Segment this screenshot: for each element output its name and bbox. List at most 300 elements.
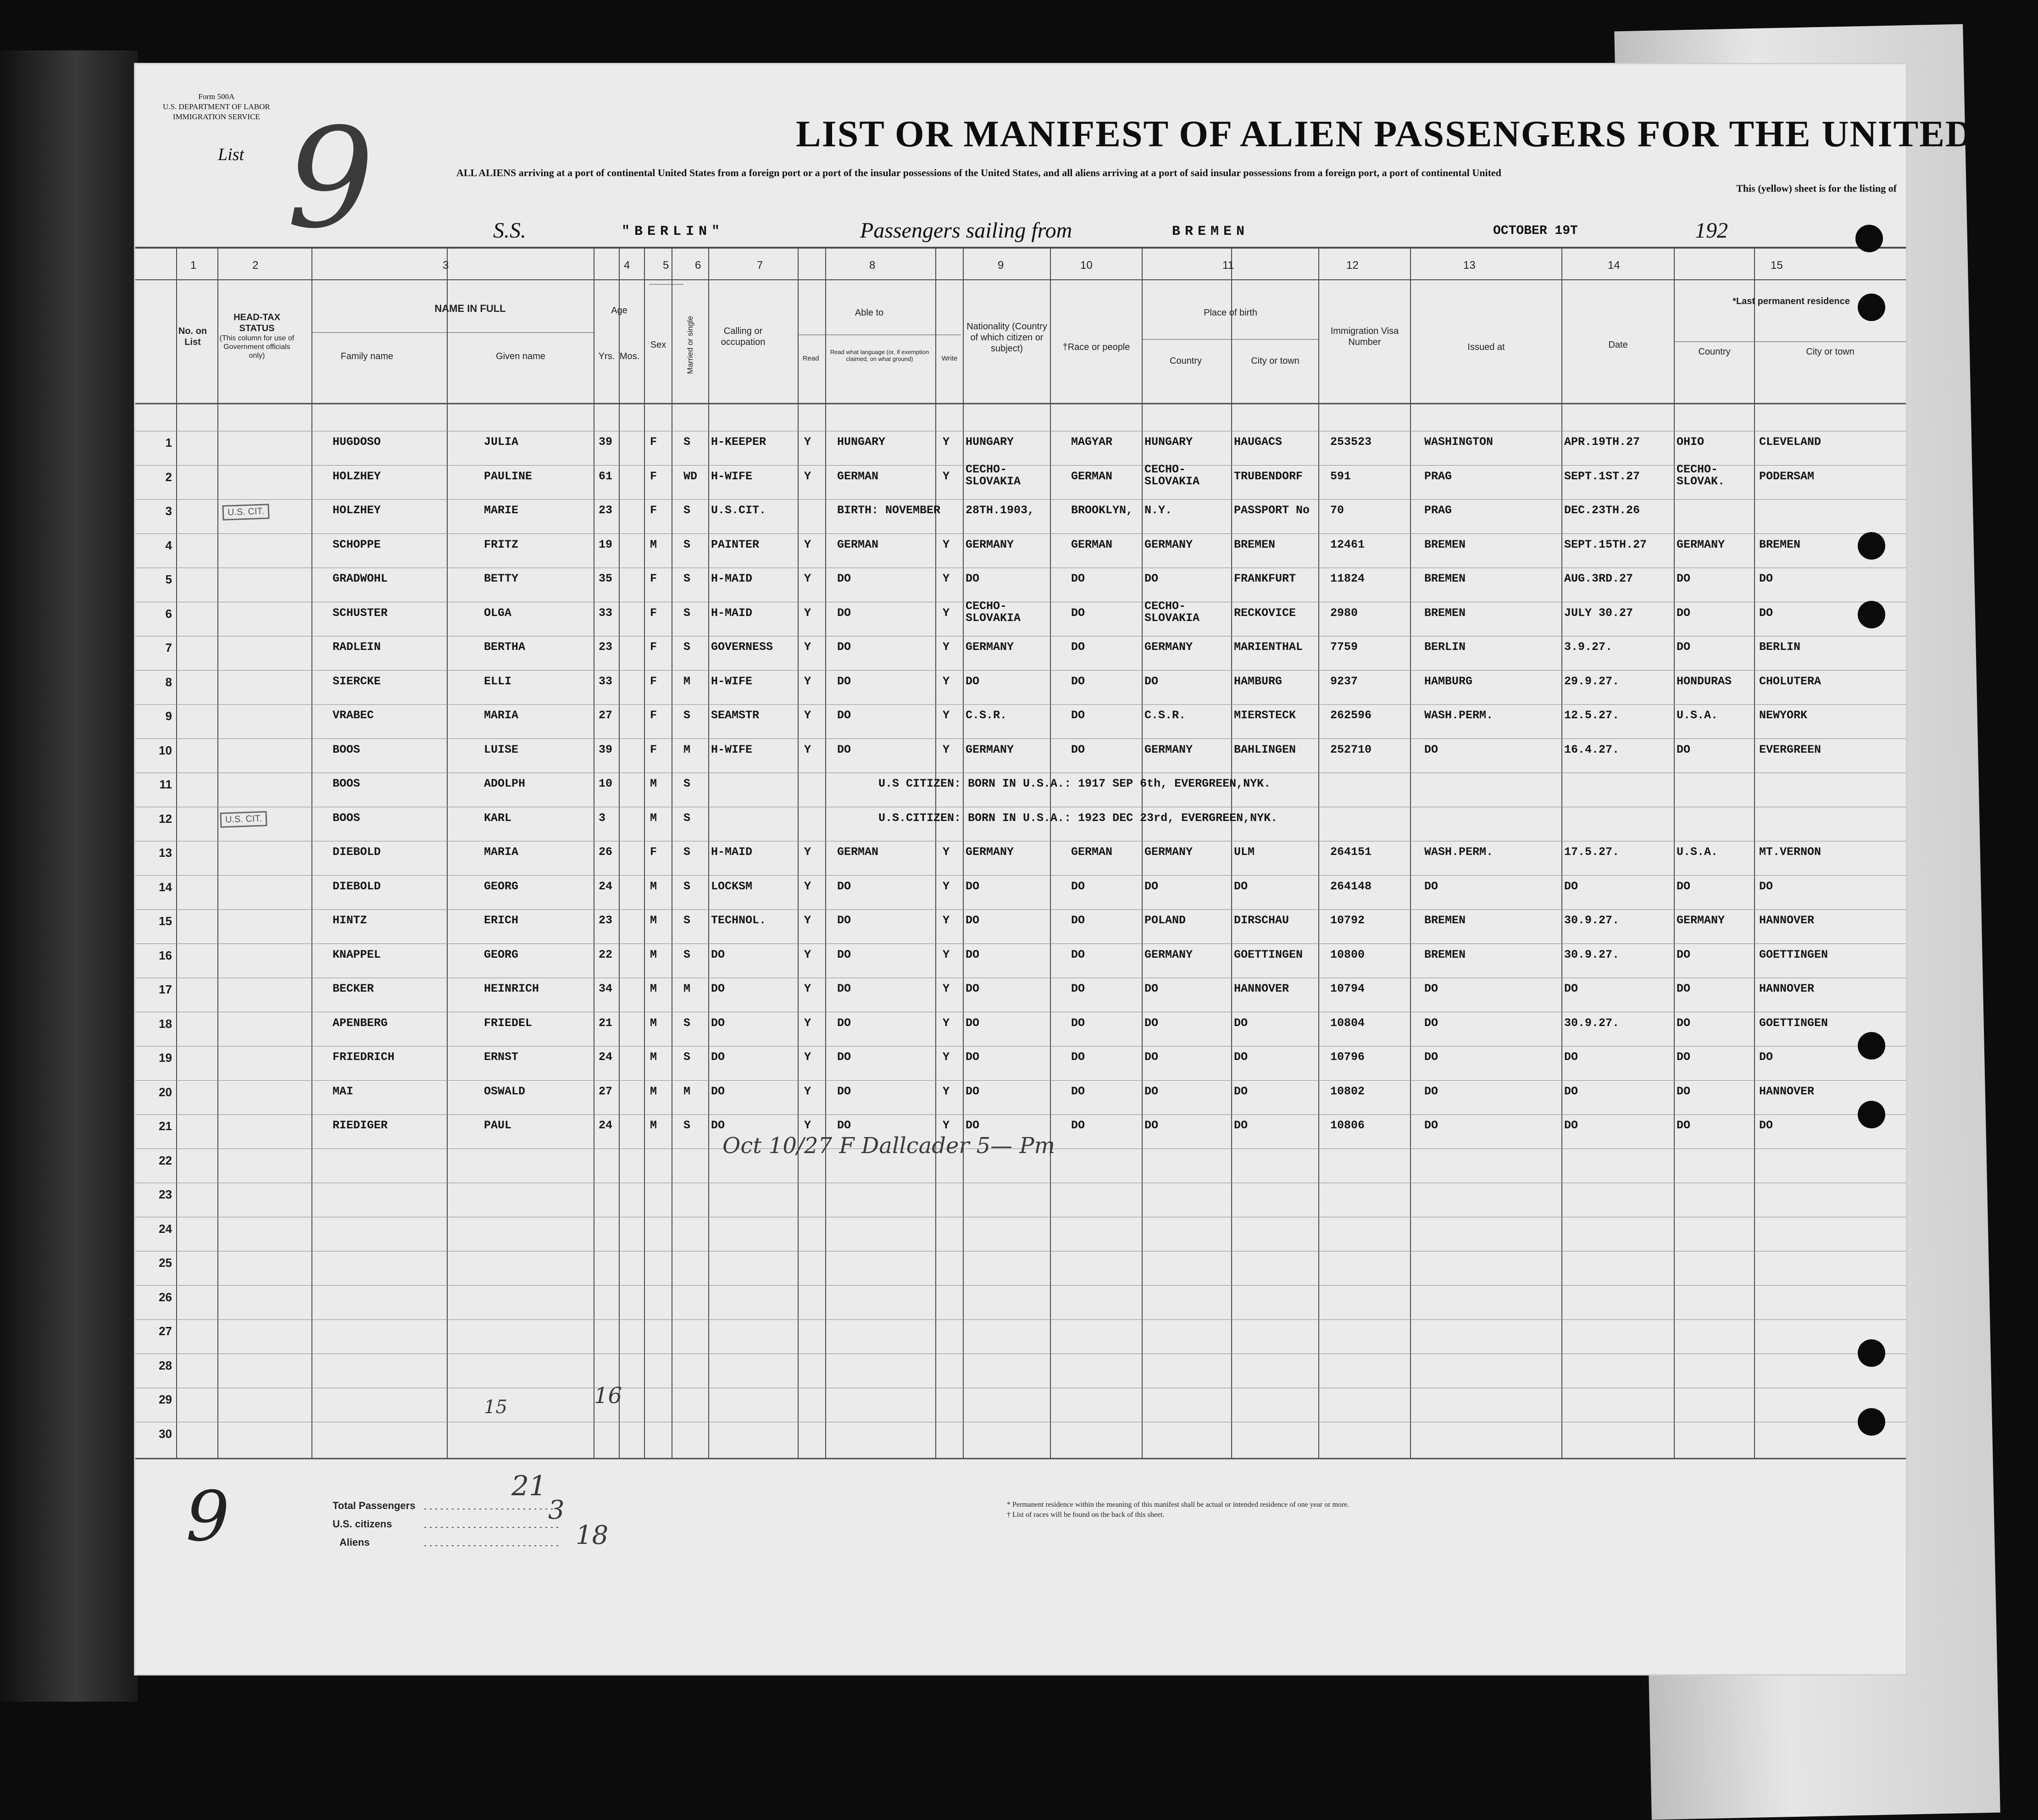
ship-name: "BERLIN" xyxy=(622,224,725,239)
cell-read: Y xyxy=(804,914,811,927)
cell-given: HEINRICH xyxy=(484,982,539,995)
cell-given: ELLI xyxy=(484,674,512,688)
cell-nat: C.S.R. xyxy=(966,709,1007,722)
cell-issued: WASHINGTON xyxy=(1424,435,1494,449)
header-race: †Race or people xyxy=(1062,342,1130,352)
colnum-10: 10 xyxy=(1080,259,1093,272)
cell-write: Y xyxy=(943,469,950,483)
cell-nat: GERMANY xyxy=(966,845,1014,859)
cell-ms: S xyxy=(683,811,691,825)
cell-bcountry: CECHO- SLOVAKIA xyxy=(1144,462,1200,488)
cell-rcity: NEWYORK xyxy=(1759,709,1808,722)
cell-bcountry: DO xyxy=(1144,982,1159,995)
cell-rcountry: U.S.A. xyxy=(1677,709,1718,722)
cell-given: OSWALD xyxy=(484,1084,526,1098)
colnum-5: 5 xyxy=(663,259,669,272)
cell-sex: F xyxy=(650,606,657,620)
header-birth-country: Country xyxy=(1169,356,1202,366)
cell-read: Y xyxy=(804,572,811,585)
cell-lang: DO xyxy=(837,572,851,585)
cell-given: BERTHA xyxy=(484,640,526,654)
cell-age: 61 xyxy=(599,469,613,483)
cell-issued: WASH.PERM. xyxy=(1424,709,1494,722)
cell-age: 24 xyxy=(599,1119,613,1132)
us-citizen-note: U.S CITIZEN: BORN IN U.S.A.: 1917 SEP 6th, EVERGREEN,NYK. xyxy=(878,777,1271,790)
cell-write: Y xyxy=(943,538,950,551)
cell-issued: BREMEN xyxy=(1424,606,1466,620)
binder-hole xyxy=(1858,1408,1885,1436)
row-number: 6 xyxy=(165,606,172,621)
cell-bcountry: GERMANY xyxy=(1144,948,1193,961)
handwritten-total: 21 xyxy=(511,1470,547,1502)
cell-read: Y xyxy=(804,1050,811,1064)
cell-occ: DO xyxy=(711,1016,725,1030)
header-visa: Immigration Visa Number xyxy=(1330,326,1399,347)
cell-sex: F xyxy=(650,709,657,722)
cell-lang: DO xyxy=(837,1119,851,1132)
cell-ms: WD xyxy=(683,469,698,483)
row-number: 9 xyxy=(165,709,172,723)
cell-rcity: BERLIN xyxy=(1759,640,1801,654)
cell-race: BROOKLYN, xyxy=(1071,504,1133,517)
cell-nat: DO xyxy=(966,879,980,893)
cell-write: Y xyxy=(943,982,950,995)
cell-given: MARIA xyxy=(484,845,519,859)
cell-bcountry: DO xyxy=(1144,879,1159,893)
cell-occ: DO xyxy=(711,1119,725,1132)
header-read-language: Read what language (or, if exemption claimed, on what ground) xyxy=(830,349,929,362)
cell-date: DO xyxy=(1564,982,1578,995)
cell-visa: 10794 xyxy=(1330,982,1365,995)
port-name: BREMEN xyxy=(1172,224,1249,239)
binder-hole xyxy=(1858,1339,1885,1367)
cell-rcountry: DO xyxy=(1677,948,1691,961)
cell-rcity: DO xyxy=(1759,572,1773,585)
cell-bcity: HAUGACS xyxy=(1234,435,1283,449)
cell-issued: DO xyxy=(1424,1050,1438,1064)
cell-race: DO xyxy=(1071,709,1085,722)
row-number: 29 xyxy=(159,1393,172,1406)
cell-issued: DO xyxy=(1424,879,1438,893)
cell-rcountry: DO xyxy=(1677,879,1691,893)
colnum-1: 1 xyxy=(190,259,197,272)
cell-write: Y xyxy=(943,743,950,756)
row-number: 16 xyxy=(159,948,172,962)
cell-read: Y xyxy=(804,1016,811,1030)
cell-family: HUGDOSO xyxy=(333,435,381,449)
cell-given: BETTY xyxy=(484,572,519,585)
cell-nat: GERMANY xyxy=(966,743,1014,756)
cell-nat: DO xyxy=(966,982,980,995)
cell-bcity: DO xyxy=(1234,1119,1248,1132)
cell-nat: DO xyxy=(966,914,980,927)
cell-bcountry: HUNGARY xyxy=(1144,435,1193,449)
cell-date: 30.9.27. xyxy=(1564,948,1620,961)
cell-sex: F xyxy=(650,435,657,449)
cell-ms: S xyxy=(683,914,691,927)
cell-family: APENBERG xyxy=(333,1016,388,1030)
cell-rcountry: GERMANY xyxy=(1677,538,1725,551)
row-number: 2 xyxy=(165,470,172,484)
cell-sex: M xyxy=(650,777,657,790)
cell-ms: S xyxy=(683,538,691,551)
cell-visa: 10804 xyxy=(1330,1016,1365,1030)
cell-bcity: HANNOVER xyxy=(1234,982,1289,995)
cell-race: DO xyxy=(1071,674,1085,688)
row-number: 24 xyxy=(159,1221,172,1236)
cell-lang: DO xyxy=(837,709,851,722)
cell-rcountry: CECHO- SLOVAK. xyxy=(1677,462,1725,488)
cell-date: JULY 30.27 xyxy=(1564,606,1633,620)
cell-race: MAGYAR xyxy=(1071,435,1113,449)
header-last-residence: *Last permanent residence xyxy=(1733,296,1850,306)
cell-lang: DO xyxy=(837,914,851,927)
cell-ms: S xyxy=(683,879,691,893)
cell-visa: 10806 xyxy=(1330,1119,1365,1132)
colnum-11: 11 xyxy=(1222,259,1234,272)
cell-occ: H-WIFE xyxy=(711,743,753,756)
cell-issued: BERLIN xyxy=(1424,640,1466,654)
cell-race: DO xyxy=(1071,879,1085,893)
us-citizens-label: U.S. citizens xyxy=(333,1518,392,1530)
cell-date: DO xyxy=(1564,1084,1578,1098)
cell-read: Y xyxy=(804,674,811,688)
cell-date: 30.9.27. xyxy=(1564,1016,1620,1030)
handwritten-aliens: 18 xyxy=(576,1520,609,1550)
row-number: 25 xyxy=(159,1256,172,1270)
cell-rcountry: DO xyxy=(1677,1016,1691,1030)
cell-race: DO xyxy=(1071,1016,1085,1030)
cell-nat: 28TH.1903, xyxy=(966,504,1035,517)
row-number: 20 xyxy=(159,1085,172,1099)
cell-bcity: RECKOVICE xyxy=(1234,606,1296,620)
cell-bcountry: C.S.R. xyxy=(1144,709,1186,722)
cell-family: FRIEDRICH xyxy=(333,1050,395,1064)
cell-sex: M xyxy=(650,914,657,927)
cell-bcountry: GERMANY xyxy=(1144,538,1193,551)
cell-read: Y xyxy=(804,948,811,961)
cell-lang: DO xyxy=(837,879,851,893)
cell-given: JULIA xyxy=(484,435,519,449)
cell-lang: HUNGARY xyxy=(837,435,886,449)
cell-issued: PRAG xyxy=(1424,504,1452,517)
cell-write: Y xyxy=(943,572,950,585)
head-tax-note: (This column for use of Government officials only) xyxy=(219,334,294,360)
cell-bcity: MIERSTECK xyxy=(1234,709,1296,722)
cell-rcountry: DO xyxy=(1677,572,1691,585)
row-number: 1 xyxy=(165,436,172,449)
header-age: Age xyxy=(611,305,628,316)
subtitle-line-2: This (yellow) sheet is for the listing of xyxy=(1736,183,1897,194)
list-number-handwritten: 9 xyxy=(287,99,374,259)
cell-age: 27 xyxy=(599,709,613,722)
cell-bcity: MARIENTHAL xyxy=(1234,640,1303,654)
handwritten-us-citizens: 3 xyxy=(548,1495,565,1525)
cell-family: BECKER xyxy=(333,982,374,995)
cell-rcountry: DO xyxy=(1677,1119,1691,1132)
cell-family: SIERCKE xyxy=(333,674,381,688)
cell-sex: M xyxy=(650,1050,657,1064)
cell-given: LUISE xyxy=(484,743,519,756)
cell-given: FRITZ xyxy=(484,538,519,551)
cell-date: AUG.3RD.27 xyxy=(1564,572,1633,585)
cell-issued: PRAG xyxy=(1424,469,1452,483)
cell-visa: 252710 xyxy=(1330,743,1372,756)
cell-ms: S xyxy=(683,1016,691,1030)
cell-read: Y xyxy=(804,640,811,654)
cell-bcity: GOETTINGEN xyxy=(1234,948,1303,961)
cell-read: Y xyxy=(804,435,811,449)
row-number: 27 xyxy=(159,1324,172,1338)
header-married: Married or single xyxy=(686,316,694,374)
cell-write: Y xyxy=(943,845,950,859)
cell-age: 33 xyxy=(599,674,613,688)
cell-given: ERNST xyxy=(484,1050,519,1064)
cell-issued: HAMBURG xyxy=(1424,674,1473,688)
head-tax-title: HEAD-TAX STATUS xyxy=(233,312,280,333)
cell-given: PAULINE xyxy=(484,469,533,483)
header-yrs: Yrs. xyxy=(598,351,615,361)
cell-given: ERICH xyxy=(484,914,519,927)
cell-ms: S xyxy=(683,640,691,654)
colnum-3: 3 xyxy=(443,259,449,272)
cell-sex: M xyxy=(650,948,657,961)
cell-issued: WASH.PERM. xyxy=(1424,845,1494,859)
row-number: 17 xyxy=(159,982,172,996)
cell-write: Y xyxy=(943,1119,950,1132)
cell-sex: F xyxy=(650,504,657,517)
cell-race: DO xyxy=(1071,1119,1085,1132)
header-able-to: Able to xyxy=(855,308,884,318)
header-place-of-birth: Place of birth xyxy=(1204,308,1257,318)
cell-bcity: DO xyxy=(1234,879,1248,893)
cell-race: DO xyxy=(1071,914,1085,927)
cell-rcity: HANNOVER xyxy=(1759,914,1815,927)
cell-occ: H-MAID xyxy=(711,606,753,620)
cell-write: Y xyxy=(943,948,950,961)
row-number: 11 xyxy=(159,777,172,791)
sailing-date: OCTOBER 19T xyxy=(1493,224,1578,238)
row-number: 19 xyxy=(159,1051,172,1065)
cell-visa: 591 xyxy=(1330,469,1351,483)
cell-family: DIEBOLD xyxy=(333,879,381,893)
cell-ms: S xyxy=(683,709,691,722)
cell-age: 27 xyxy=(599,1084,613,1098)
row-number: 3 xyxy=(165,504,172,518)
cell-read: Y xyxy=(804,743,811,756)
cell-visa: 262596 xyxy=(1330,709,1372,722)
cell-ms: S xyxy=(683,845,691,859)
cell-bcountry: DO xyxy=(1144,1119,1159,1132)
cell-family: GRADWOHL xyxy=(333,572,388,585)
list-label: List xyxy=(218,145,244,164)
handwritten-mark-16: 16 xyxy=(594,1383,622,1409)
cell-bcity: DIRSCHAU xyxy=(1234,914,1289,927)
binder-hole xyxy=(1858,294,1885,321)
cell-lang: DO xyxy=(837,640,851,654)
cell-visa: 264151 xyxy=(1330,845,1372,859)
cell-family: RADLEIN xyxy=(333,640,381,654)
row-number: 30 xyxy=(159,1426,172,1441)
cell-age: 23 xyxy=(599,504,613,517)
header-res-city: City or town xyxy=(1806,347,1855,357)
cell-read: Y xyxy=(804,538,811,551)
cell-bcity: DO xyxy=(1234,1050,1248,1064)
cell-race: DO xyxy=(1071,1084,1085,1098)
header-write: Write xyxy=(941,355,958,362)
cell-bcountry: N.Y. xyxy=(1144,504,1172,517)
cell-family: BOOS xyxy=(333,743,361,756)
header-res-country: Country xyxy=(1698,347,1731,357)
cell-rcity: EVERGREEN xyxy=(1759,743,1821,756)
cell-rcountry: GERMANY xyxy=(1677,914,1725,927)
cell-rcountry: DO xyxy=(1677,1050,1691,1064)
year: 192 xyxy=(1695,218,1728,243)
cell-given: KARL xyxy=(484,811,512,825)
cell-rcity: HANNOVER xyxy=(1759,1084,1815,1098)
cell-given: MARIA xyxy=(484,709,519,722)
cell-date: SEPT.15TH.27 xyxy=(1564,538,1647,551)
cell-race: DO xyxy=(1071,606,1085,620)
cell-sex: M xyxy=(650,1016,657,1030)
cell-lang: BIRTH: NOVEMBER xyxy=(837,504,941,517)
cell-rcountry: U.S.A. xyxy=(1677,845,1718,859)
cell-rcity: GOETTINGEN xyxy=(1759,948,1828,961)
cell-rcountry: DO xyxy=(1677,743,1691,756)
cell-date: 29.9.27. xyxy=(1564,674,1620,688)
cell-race: DO xyxy=(1071,640,1085,654)
handwritten-list-number: 9 xyxy=(186,1477,230,1557)
cell-write: Y xyxy=(943,1084,950,1098)
cell-read: Y xyxy=(804,709,811,722)
row-number: 22 xyxy=(159,1153,172,1167)
cell-nat: GERMANY xyxy=(966,538,1014,551)
cell-bcity: PASSPORT No xyxy=(1234,504,1310,517)
cell-age: 3 xyxy=(599,811,606,825)
cell-sex: F xyxy=(650,845,657,859)
service: IMMIGRATION SERVICE xyxy=(172,112,260,121)
cell-ms: S xyxy=(683,1050,691,1064)
cell-ms: S xyxy=(683,1119,691,1132)
cell-visa: 253523 xyxy=(1330,435,1372,449)
cell-given: GEORG xyxy=(484,948,519,961)
row-number: 7 xyxy=(165,641,172,655)
cell-sex: M xyxy=(650,811,657,825)
cell-date: DO xyxy=(1564,1119,1578,1132)
cell-write: Y xyxy=(943,640,950,654)
form-number: Form 500A xyxy=(198,92,235,101)
cell-write: Y xyxy=(943,674,950,688)
cell-visa: 10802 xyxy=(1330,1084,1365,1098)
cell-date: DO xyxy=(1564,1050,1578,1064)
cell-visa: 11824 xyxy=(1330,572,1365,585)
cell-given: GEORG xyxy=(484,879,519,893)
cell-nat: DO xyxy=(966,1016,980,1030)
cell-issued: BREMEN xyxy=(1424,538,1466,551)
cell-race: DO xyxy=(1071,1050,1085,1064)
cell-ms: S xyxy=(683,572,691,585)
row-number: 8 xyxy=(165,675,172,689)
cell-sex: M xyxy=(650,538,657,551)
cell-race: GERMAN xyxy=(1071,538,1113,551)
cell-rcity: CLEVELAND xyxy=(1759,435,1821,449)
cell-bcountry: DO xyxy=(1144,1084,1159,1098)
cell-write: Y xyxy=(943,435,950,449)
colnum-2: 2 xyxy=(252,259,259,272)
cell-read: Y xyxy=(804,606,811,620)
row-number: 23 xyxy=(159,1187,172,1201)
cell-occ: DO xyxy=(711,1084,725,1098)
cell-age: 24 xyxy=(599,879,613,893)
total-passengers-label: Total Passengers xyxy=(333,1500,416,1511)
cell-occ: SEAMSTR xyxy=(711,709,760,722)
cell-issued: BREMEN xyxy=(1424,914,1466,927)
cell-ms: S xyxy=(683,504,691,517)
row-number: 15 xyxy=(159,914,172,928)
cell-occ: H-KEEPER xyxy=(711,435,766,449)
cell-write: Y xyxy=(943,879,950,893)
cell-occ: H-WIFE xyxy=(711,469,753,483)
cell-lang: DO xyxy=(837,1016,851,1030)
row-number: 28 xyxy=(159,1358,172,1372)
cell-ms: S xyxy=(683,948,691,961)
cell-occ: PAINTER xyxy=(711,538,760,551)
cell-age: 39 xyxy=(599,435,613,449)
cell-visa: 10800 xyxy=(1330,948,1365,961)
cell-visa: 12461 xyxy=(1330,538,1365,551)
cell-family: HOLZHEY xyxy=(333,469,381,483)
cell-ms: M xyxy=(683,982,691,995)
cell-date: 3.9.27. xyxy=(1564,640,1613,654)
colnum-14: 14 xyxy=(1608,259,1620,272)
cell-date: 12.5.27. xyxy=(1564,709,1620,722)
cell-sex: F xyxy=(650,572,657,585)
binder-hole xyxy=(1858,1101,1885,1128)
colnum-4: 4 xyxy=(624,259,630,272)
cell-rcity: BREMEN xyxy=(1759,538,1801,551)
header-sex: Sex xyxy=(650,340,666,350)
us-citizen-note: U.S.CITIZEN: BORN IN U.S.A.: 1923 DEC 23rd, EVERGREEN,NYK. xyxy=(878,811,1278,825)
handwritten-inspection-note: Oct 10/27 F Dallcader 5— Pm xyxy=(722,1133,1055,1159)
cell-sex: M xyxy=(650,1084,657,1098)
totals-dotted-lines xyxy=(424,1500,589,1555)
cell-given: MARIE xyxy=(484,504,519,517)
cell-rcountry: OHIO xyxy=(1677,435,1705,449)
cell-age: 39 xyxy=(599,743,613,756)
cell-bcity: DO xyxy=(1234,1016,1248,1030)
row-number: 10 xyxy=(159,743,172,757)
row-number: 12 xyxy=(159,811,172,826)
cell-read: Y xyxy=(804,1084,811,1098)
cell-sex: M xyxy=(650,1119,657,1132)
cell-family: MAI xyxy=(333,1084,354,1098)
cell-family: SCHUSTER xyxy=(333,606,388,620)
cell-nat: DO xyxy=(966,1084,980,1098)
cell-sex: F xyxy=(650,674,657,688)
cell-bcountry: POLAND xyxy=(1144,914,1186,927)
cell-family: HOLZHEY xyxy=(333,504,381,517)
cell-lang: DO xyxy=(837,1050,851,1064)
header-date: Date xyxy=(1608,340,1628,350)
row-number: 14 xyxy=(159,880,172,894)
cell-ms: M xyxy=(683,674,691,688)
colnum-8: 8 xyxy=(869,259,876,272)
cell-bcountry: DO xyxy=(1144,1050,1159,1064)
cell-nat: DO xyxy=(966,572,980,585)
aliens-label: Aliens xyxy=(339,1537,370,1548)
cell-rcity: CHOLUTERA xyxy=(1759,674,1821,688)
cell-nat: DO xyxy=(966,1119,980,1132)
